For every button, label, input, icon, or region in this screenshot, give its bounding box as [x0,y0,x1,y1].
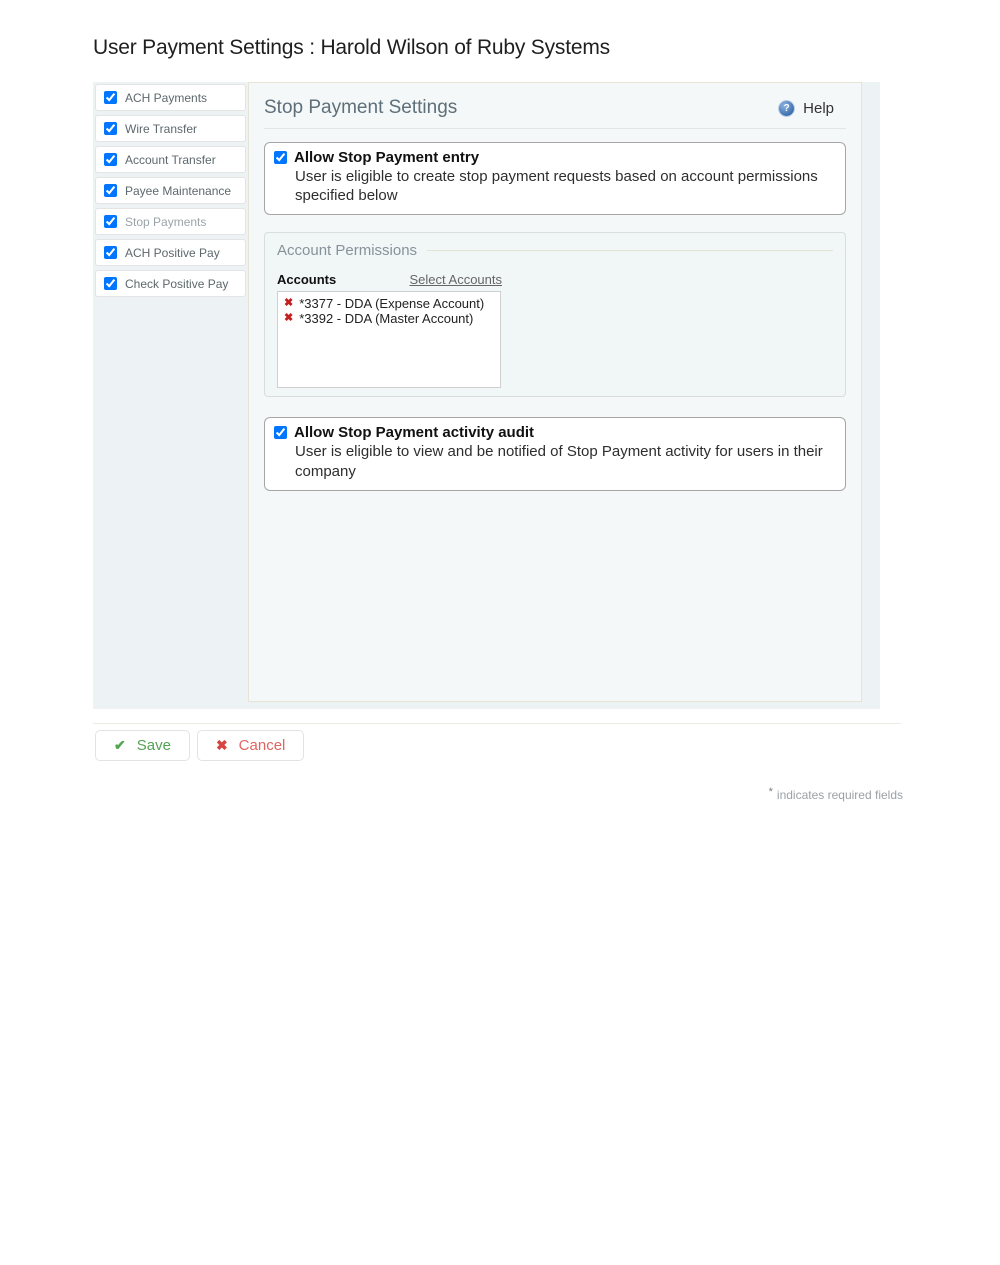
sidebar-item[interactable] [95,239,246,266]
remove-account-icon[interactable]: ✖ [284,312,294,325]
sidebar-item-label: ACH Payments [125,90,208,105]
sidebar-item-label: Account Transfer [125,152,216,167]
cancel-button[interactable] [197,730,304,761]
allow-audit-box [264,417,846,490]
required-asterisk: * [768,786,773,798]
sidebar-item[interactable] [95,177,246,204]
sidebar-item[interactable] [95,146,246,173]
sidebar-item[interactable] [95,84,246,111]
sidebar-item[interactable] [95,115,246,142]
sidebar-item-checkbox[interactable] [104,246,117,259]
sidebar-item-label: Stop Payments [125,214,207,229]
sidebar-item-checkbox[interactable] [104,122,117,135]
help-label[interactable]: Help [803,99,834,117]
sidebar-item-checkbox[interactable] [104,184,117,197]
heading-divider [264,128,846,129]
content-wrapper [93,82,880,709]
sidebar-item[interactable] [95,208,246,235]
sidebar-item-label: Check Positive Pay [125,276,229,291]
check-icon: ✔ [114,737,126,753]
required-fields-note [769,786,903,802]
allow-entry-checkbox[interactable] [274,151,287,164]
account-permissions-legend: Account Permissions [277,242,418,260]
required-note-text: indicates required fields [776,788,903,802]
allow-entry-description: User is eligible to create stop payment requests based on account permissions specified below [295,168,818,205]
select-accounts-link[interactable]: Select Accounts [409,272,502,288]
account-label: *3377 - DDA (Expense Account) [299,296,485,312]
sidebar-item-checkbox[interactable] [104,91,117,104]
account-label: *3392 - DDA (Master Account) [299,311,474,327]
allow-entry-title: Allow Stop Payment entry [294,149,480,166]
sidebar-item-label: Wire Transfer [125,121,198,136]
sidebar-item-label: Payee Maintenance [125,183,232,198]
sidebar-item-checkbox[interactable] [104,215,117,228]
panel-header [264,97,846,119]
accounts-label: Accounts [277,272,337,288]
sidebar-item-checkbox[interactable] [104,277,117,290]
sidebar [95,84,246,301]
stop-payment-settings-panel [248,82,862,702]
page-title: User Payment Settings : Harold Wilson of Ruby Systems [93,36,610,59]
allow-entry-box [264,142,846,215]
allow-audit-title: Allow Stop Payment activity audit [294,424,535,442]
legend-rule [427,250,833,251]
x-icon: ✖ [215,737,228,753]
allow-audit-checkbox[interactable] [274,426,287,439]
account-permissions-panel [264,232,846,397]
help-icon[interactable]: ? [779,101,794,116]
allow-audit-description: User is eligible to view and be notified of Stop Payment activity for users in their company [295,443,823,480]
sidebar-item-checkbox[interactable] [104,153,117,166]
save-button-label: Save [136,737,171,754]
account-row [284,311,494,326]
sidebar-item-label: ACH Positive Pay [125,245,220,260]
panel-heading: Stop Payment Settings [264,97,458,118]
action-bar [95,730,304,761]
cancel-button-label: Cancel [238,737,286,754]
account-row [284,296,494,311]
remove-account-icon[interactable]: ✖ [284,297,294,310]
save-button[interactable] [95,730,190,761]
accounts-listbox[interactable] [277,291,501,388]
sidebar-item[interactable] [95,270,246,297]
footer-divider [93,723,901,724]
help-link[interactable] [779,100,834,117]
